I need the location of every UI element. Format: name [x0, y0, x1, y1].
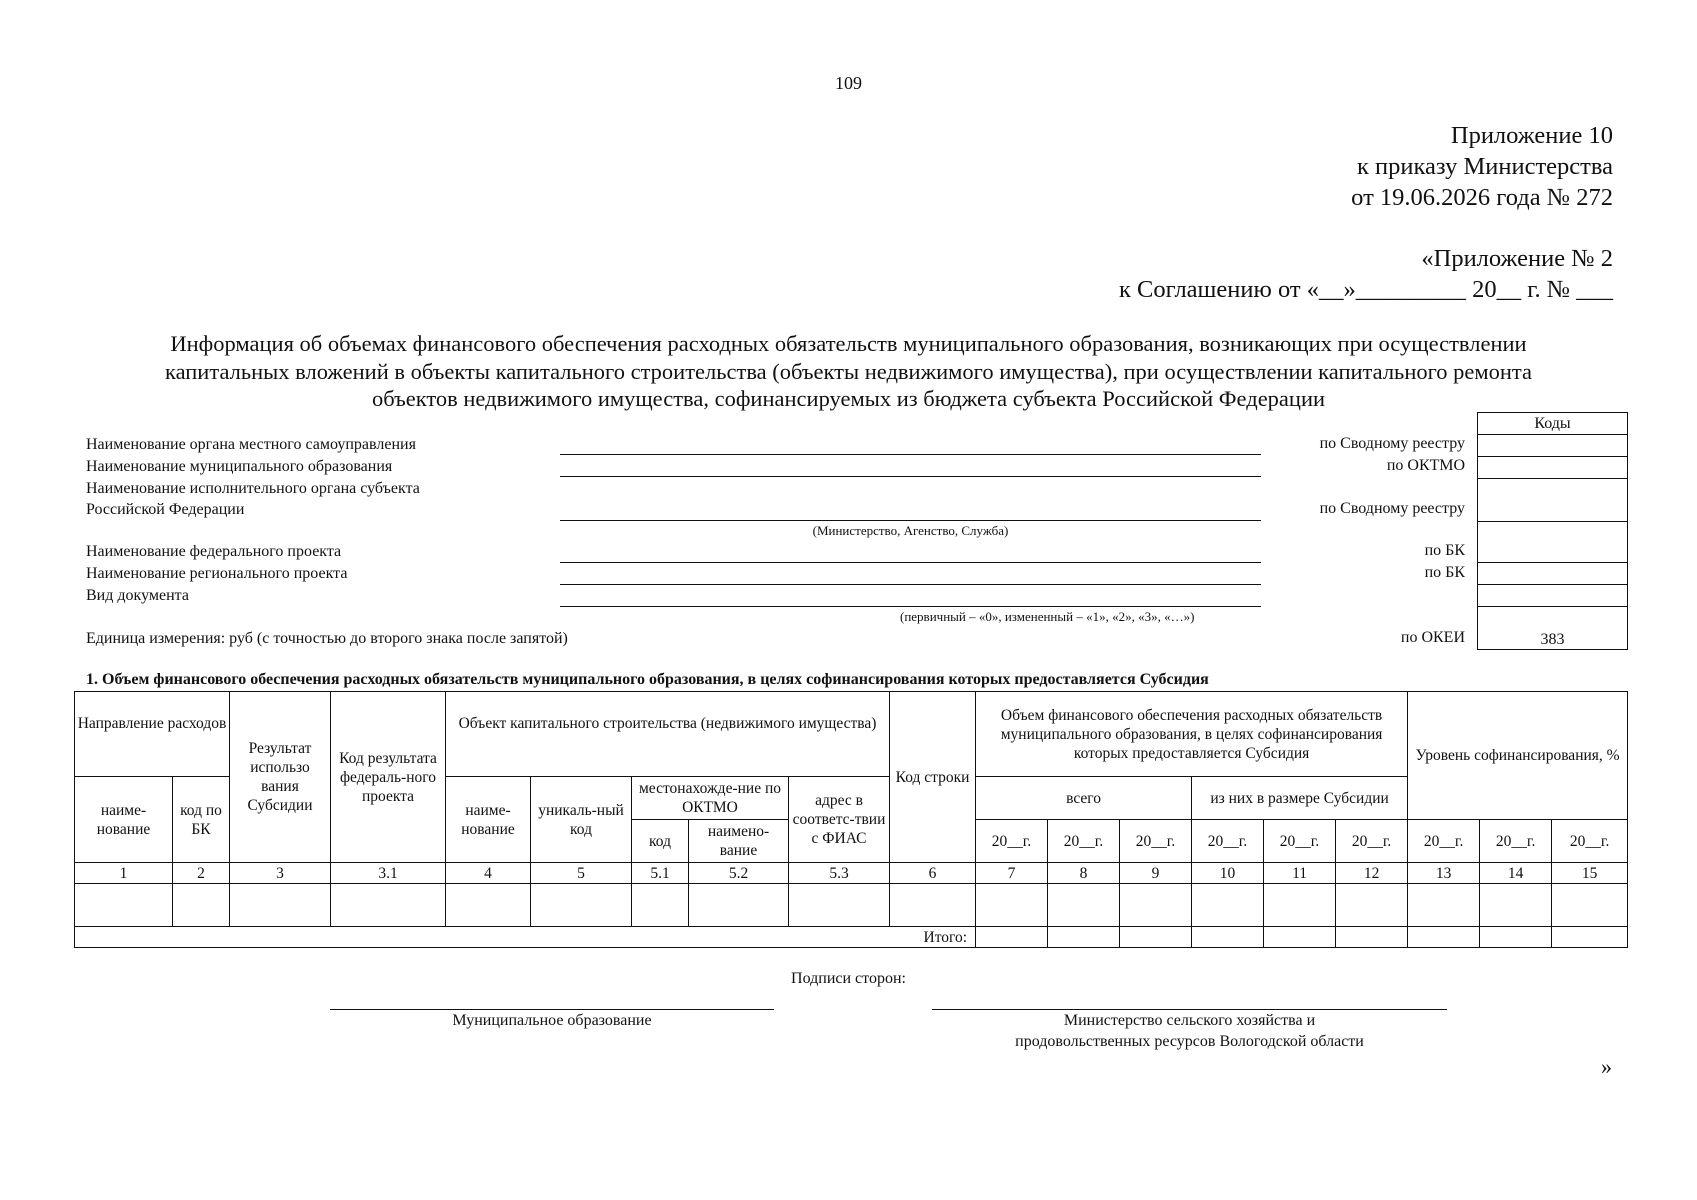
data-cell[interactable]	[1120, 884, 1192, 927]
data-cell[interactable]	[789, 884, 890, 927]
data-cell[interactable]	[689, 884, 789, 927]
column-number: 2	[173, 863, 230, 884]
column-number: 14	[1480, 863, 1552, 884]
column-number: 5.1	[632, 863, 689, 884]
header-volume: Объем финансового обеспечения расходных обязательств муниципального образования, в целях софинансирования которых предоставляется Субсидия	[976, 692, 1408, 777]
column-number: 5.2	[689, 863, 789, 884]
header-location-code: код	[632, 820, 689, 863]
column-number: 3.1	[331, 863, 446, 884]
closing-quote: »	[1601, 1054, 1612, 1079]
code-label-svod-1: по Сводному реестру	[1319, 435, 1465, 452]
total-cell[interactable]	[1552, 927, 1628, 948]
header-year: 20__г.	[1048, 820, 1120, 863]
code-cell-okei: 383	[1478, 607, 1628, 650]
fill-line-local-gov[interactable]	[560, 454, 1261, 455]
code-cell-bk-1[interactable]	[1478, 522, 1628, 563]
document-title-line-1: Информация об объемах финансового обеспечения расходных обязательств муниципального образования, возникающих при осуществлении	[170, 331, 1527, 356]
total-cell[interactable]	[1048, 927, 1120, 948]
header-direction: Направление расходов	[75, 692, 230, 777]
header-year: 20__г.	[1120, 820, 1192, 863]
code-label-bk-2: по БК	[1424, 564, 1465, 581]
total-cell[interactable]	[1264, 927, 1336, 948]
data-cell[interactable]	[1480, 884, 1552, 927]
note-doc-type: (первичный – «0», измененный – «1», «2», «3», «…»)	[900, 609, 1195, 624]
column-number: 11	[1264, 863, 1336, 884]
total-label: Итого:	[75, 927, 976, 948]
header-location: местонахожде-ние по ОКТМО	[632, 777, 789, 820]
column-number: 10	[1192, 863, 1264, 884]
column-number: 9	[1120, 863, 1192, 884]
code-cell-bk-2[interactable]	[1478, 563, 1628, 585]
field-label-exec-body-2: Российской Федерации	[86, 501, 245, 518]
signatures-title: Подписи сторон:	[791, 970, 906, 987]
header-year: 20__г.	[1408, 820, 1480, 863]
header-bk-code: код по БК	[173, 777, 230, 863]
data-cell[interactable]	[1048, 884, 1120, 927]
header-address: адрес в соответс-твии с ФИАС	[789, 777, 890, 863]
data-cell[interactable]	[531, 884, 632, 927]
data-cell[interactable]	[976, 884, 1048, 927]
column-number: 5	[531, 863, 632, 884]
header-year: 20__г.	[976, 820, 1048, 863]
appendix-line-3: от 19.06.2026 года № 272	[1351, 184, 1613, 211]
data-row	[75, 884, 1628, 927]
column-number: 13	[1408, 863, 1480, 884]
appendix-heading	[1351, 120, 1613, 213]
total-cell[interactable]	[1192, 927, 1264, 948]
code-label-okei: по ОКЕИ	[1400, 629, 1465, 646]
page-number: 109	[835, 73, 862, 93]
section-1-title: 1. Объем финансового обеспечения расходных обязательств муниципального образования, в целях софинансирования которых предоставляется Субсидия	[86, 671, 1209, 688]
signature-label-right-line-2: продовольственных ресурсов Вологодской области	[1015, 1033, 1364, 1050]
codes-table	[1477, 412, 1628, 650]
header-of-which: из них в размере Субсидии	[1192, 777, 1408, 820]
header-year: 20__г.	[1192, 820, 1264, 863]
document-title-line-3: объектов недвижимого имущества, софинансируемых из бюджета субъекта Российской Федерации	[371, 386, 1326, 411]
data-cell[interactable]	[1336, 884, 1408, 927]
column-number: 6	[890, 863, 976, 884]
total-cell[interactable]	[1408, 927, 1480, 948]
codes-header: Коды	[1478, 413, 1628, 435]
data-cell[interactable]	[1264, 884, 1336, 927]
data-cell[interactable]	[1192, 884, 1264, 927]
column-number: 7	[976, 863, 1048, 884]
code-cell-doc-type[interactable]	[1478, 585, 1628, 607]
field-label-local-gov: Наименование органа местного самоуправления	[86, 436, 416, 453]
field-label-regional-project: Наименование регионального проекта	[86, 565, 348, 582]
header-year: 20__г.	[1336, 820, 1408, 863]
total-cell[interactable]	[1480, 927, 1552, 948]
header-total: всего	[976, 777, 1192, 820]
header-result: Результат использо вания Субсидии	[230, 692, 331, 863]
data-cell[interactable]	[890, 884, 976, 927]
data-cell[interactable]	[1408, 884, 1480, 927]
column-number: 5.3	[789, 863, 890, 884]
fill-line-regional-project[interactable]	[560, 584, 1261, 585]
header-result-code: Код результата федераль-ного проекта	[331, 692, 446, 863]
column-number: 8	[1048, 863, 1120, 884]
data-cell[interactable]	[331, 884, 446, 927]
code-cell-svod-2[interactable]	[1478, 479, 1628, 522]
signature-label-right-line-1: Министерство сельского хозяйства и	[1063, 1012, 1316, 1029]
data-cell[interactable]	[446, 884, 531, 927]
header-object: Объект капитального строительства (недвижимого имущества)	[446, 692, 890, 777]
header-object-name: наиме-нование	[446, 777, 531, 863]
code-label-svod-2: по Сводному реестру	[1319, 500, 1465, 517]
code-cell-oktmo[interactable]	[1478, 457, 1628, 479]
field-label-doc-type: Вид документа	[86, 587, 189, 604]
code-label-bk-1: по БК	[1424, 542, 1465, 559]
column-number: 3	[230, 863, 331, 884]
header-year: 20__г.	[1552, 820, 1628, 863]
total-row	[75, 927, 1628, 948]
code-cell-svod-1[interactable]	[1478, 435, 1628, 457]
data-cell[interactable]	[1552, 884, 1628, 927]
data-cell[interactable]	[230, 884, 331, 927]
header-row-code: Код строки	[890, 692, 976, 863]
agreement-appendix-line-2: к Соглашению от «__»_________ 20__ г. № ___	[1119, 276, 1613, 303]
document-title	[90, 330, 1607, 413]
field-label-federal-project: Наименование федерального проекта	[86, 543, 342, 560]
column-numbers-row	[75, 863, 1628, 884]
column-number: 4	[446, 863, 531, 884]
total-cell[interactable]	[976, 927, 1048, 948]
agreement-appendix-line-1: «Приложение № 2	[1421, 245, 1613, 272]
column-number: 1	[75, 863, 173, 884]
appendix-line-1: Приложение 10	[1450, 122, 1613, 149]
signature-label-left: Муниципальное образование	[452, 1012, 652, 1029]
header-level: Уровень софинансирования, %	[1408, 692, 1628, 820]
appendix-line-2: к приказу Министерства	[1357, 153, 1613, 180]
fill-line-doc-type[interactable]	[560, 606, 1261, 607]
header-location-name: наимено-вание	[689, 820, 789, 863]
data-cell[interactable]	[632, 884, 689, 927]
fill-line-municipality[interactable]	[560, 476, 1261, 477]
data-cell[interactable]	[75, 884, 173, 927]
document-title-line-2: капитальных вложений в объекты капитального строительства (объекты недвижимого имущества), при осуществлении капитального ремонта	[164, 358, 1533, 384]
agreement-appendix-heading	[1119, 243, 1613, 305]
header-year: 20__г.	[1480, 820, 1552, 863]
header-unique-code: уникаль-ный код	[531, 777, 632, 863]
data-cell[interactable]	[173, 884, 230, 927]
field-label-municipality: Наименование муниципального образования	[86, 458, 393, 475]
signature-label-right	[932, 1010, 1447, 1052]
header-name: наиме-нование	[75, 777, 173, 863]
fill-line-exec-body[interactable]	[560, 520, 1261, 521]
field-label-unit: Единица измерения: руб (с точностью до второго знака после запятой)	[86, 630, 568, 647]
field-label-exec-body-1: Наименование исполнительного органа субъекта	[86, 480, 420, 497]
total-cell[interactable]	[1120, 927, 1192, 948]
column-number: 12	[1336, 863, 1408, 884]
fill-line-federal-project[interactable]	[560, 562, 1261, 563]
section-1-table	[74, 691, 1628, 948]
total-cell[interactable]	[1336, 927, 1408, 948]
column-number: 15	[1552, 863, 1628, 884]
note-ministry: (Министерство, Агенство, Служба)	[812, 523, 1009, 538]
header-year: 20__г.	[1264, 820, 1336, 863]
code-label-oktmo: по ОКТМО	[1386, 457, 1465, 474]
